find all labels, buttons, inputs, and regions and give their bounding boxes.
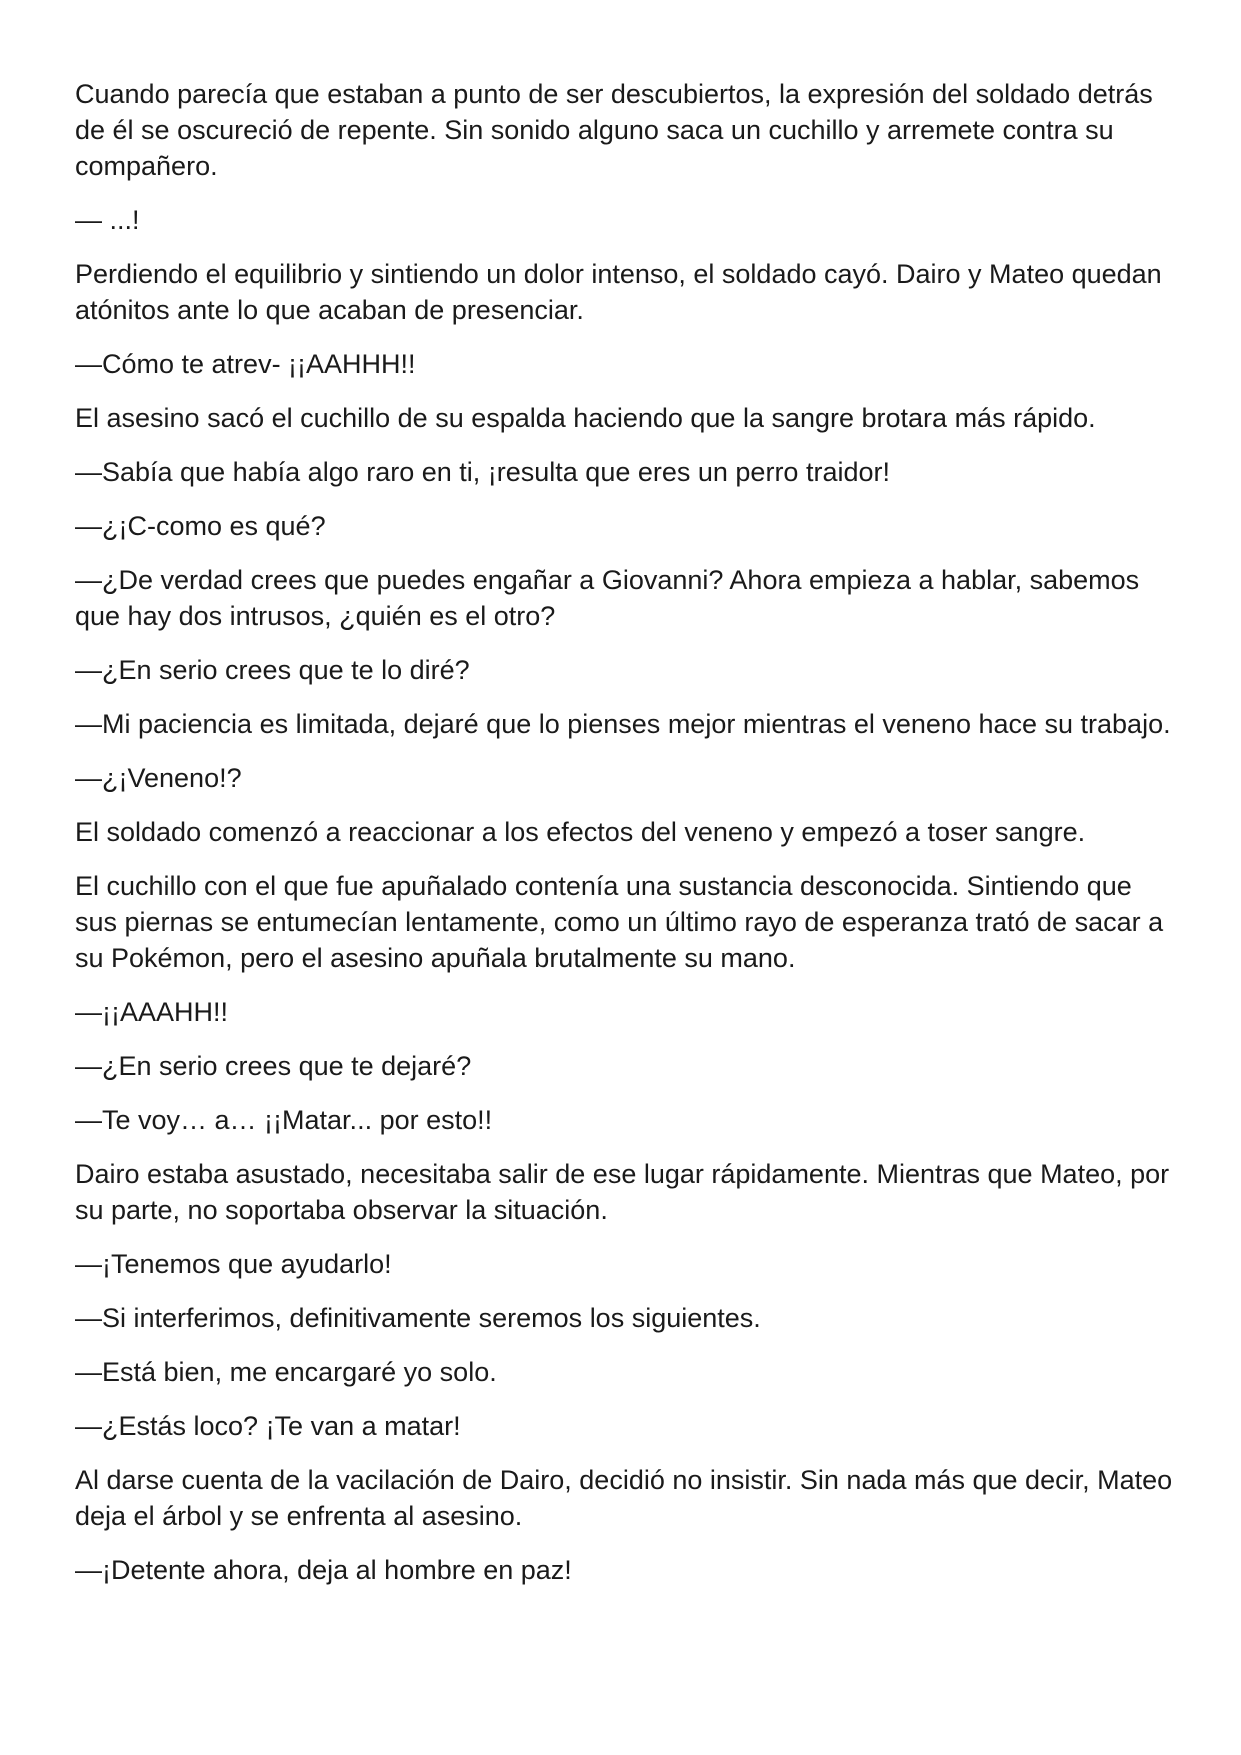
paragraph: —¿¡Veneno!? xyxy=(75,763,242,793)
paragraph: —¿En serio crees que te dejaré? xyxy=(75,1051,472,1081)
paragraph: Al darse cuenta de la vacilación de Dairo, decidió no insistir. Sin nada más que decir, Mateo deja el árbol y se enfrenta al asesino. xyxy=(75,1465,1173,1531)
paragraph: —¡Detente ahora, deja al hombre en paz! xyxy=(75,1555,572,1585)
paragraph: —¿Estás loco? ¡Te van a matar! xyxy=(75,1411,461,1441)
paragraph: —¡¡AAAHH!! xyxy=(75,997,229,1027)
paragraph: —Si interferimos, definitivamente seremos los siguientes. xyxy=(75,1303,761,1333)
paragraph: —¿De verdad crees que puedes engañar a Giovanni? Ahora empieza a hablar, sabemos que hay dos intrusos, ¿quién es el otro? xyxy=(75,565,1140,631)
paragraph: El asesino sacó el cuchillo de su espalda haciendo que la sangre brotara más rápido. xyxy=(75,403,1096,433)
paragraph: — ...! xyxy=(75,205,140,235)
paragraph: —¿¡C-como es qué? xyxy=(75,511,326,541)
paragraph: El cuchillo con el que fue apuñalado contenía una sustancia desconocida. Sintiendo que sus piernas se entumecían lentamente, como un último rayo de esperanza trató de sacar a su Pokémon, pero el asesino apuñala brutalmente su mano. xyxy=(75,871,1164,973)
paragraph: —Mi paciencia es limitada, dejaré que lo pienses mejor mientras el veneno hace su trabajo. xyxy=(75,709,1171,739)
paragraph: —Te voy… a… ¡¡Matar... por esto!! xyxy=(75,1105,493,1135)
paragraph: Dairo estaba asustado, necesitaba salir de ese lugar rápidamente. Mientras que Mateo, por su parte, no soportaba observar la situación. xyxy=(75,1159,1170,1225)
document-page xyxy=(75,76,1175,1606)
paragraph: —¡Tenemos que ayudarlo! xyxy=(75,1249,392,1279)
paragraph: —Sabía que había algo raro en ti, ¡resulta que eres un perro traidor! xyxy=(75,457,890,487)
paragraph: Cuando parecía que estaban a punto de ser descubiertos, la expresión del soldado detrás de él se oscureció de repente. Sin sonido alguno saca un cuchillo y arremete contra su compañero. xyxy=(75,79,1153,181)
paragraph: —Está bien, me encargaré yo solo. xyxy=(75,1357,497,1387)
paragraph: El soldado comenzó a reaccionar a los efectos del veneno y empezó a toser sangre. xyxy=(75,817,1086,847)
paragraph: Perdiendo el equilibrio y sintiendo un dolor intenso, el soldado cayó. Dairo y Mateo quedan atónitos ante lo que acaban de presenciar. xyxy=(75,259,1162,325)
paragraph: —¿En serio crees que te lo diré? xyxy=(75,655,470,685)
paragraph: —Cómo te atrev- ¡¡AAHHH!! xyxy=(75,349,416,379)
